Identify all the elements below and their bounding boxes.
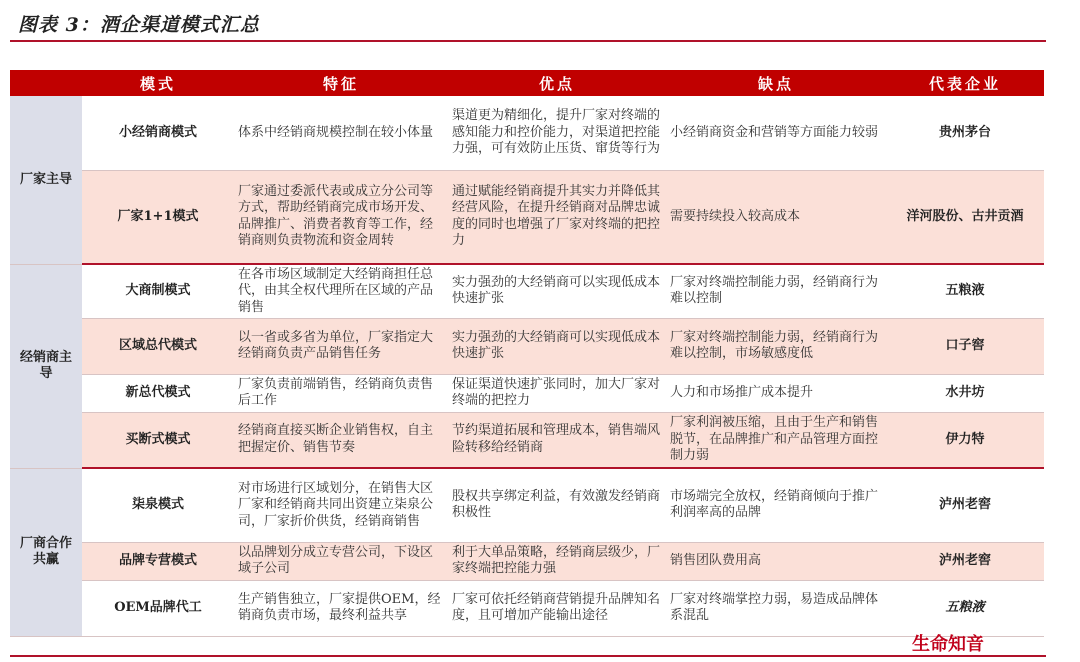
group-label	[10, 264, 82, 468]
table-row	[10, 170, 1044, 264]
corp-cell: 泸州老窖	[886, 468, 1044, 542]
feature-cell: 在各市场区域制定大经销商担任总代，由其全权代理所在区域的产品销售	[234, 264, 448, 318]
cons-cell: 小经销商资金和营销等方面能力较弱	[666, 96, 886, 170]
channel-mode-table	[10, 70, 1044, 637]
mode-cell: 厂家1+1模式	[82, 170, 234, 264]
group-text: 厂商合作共赢	[19, 535, 72, 567]
pros-cell: 通过赋能经销商提升其实力并降低其经营风险，在提升经销商对品牌忠诚度的同时也增强了厂家对终端的把控力	[448, 170, 666, 264]
table-row	[10, 468, 1044, 542]
feature-cell: 厂家负责前端销售，经销商负责售后工作	[234, 374, 448, 412]
header-group	[10, 70, 82, 96]
corp-cell: 水井坊	[886, 374, 1044, 412]
pros-cell: 保证渠道快速扩张同时，加大厂家对终端的把控力	[448, 374, 666, 412]
bottom-rule	[10, 655, 1046, 657]
pros-cell: 实力强劲的大经销商可以实现低成本快速扩张	[448, 264, 666, 318]
feature-cell: 对市场进行区域划分，在销售大区厂家和经销商共同出资建立柒泉公司，厂家折价供货，经销商销售	[234, 468, 448, 542]
feature-cell: 生产销售独立，厂家提供OEM，经销商负责市场，最终利益共享	[234, 580, 448, 636]
corp-cell: 贵州茅台	[886, 96, 1044, 170]
table-row	[10, 96, 1044, 170]
table-row	[10, 542, 1044, 580]
corp-cell: 洋河股份、古井贡酒	[886, 170, 1044, 264]
corp-cell: 口子窖	[886, 318, 1044, 374]
pros-cell: 厂家可依托经销商营销提升品牌知名度，且可增加产能输出途径	[448, 580, 666, 636]
pros-cell: 节约渠道拓展和管理成本，销售端风险转移给经销商	[448, 412, 666, 468]
corp-cell: 伊力特	[886, 412, 1044, 468]
table-row	[10, 412, 1044, 468]
mode-cell: OEM品牌代工	[82, 580, 234, 636]
cons-cell: 厂家利润被压缩，且由于生产和销售脱节，在品牌推广和产品管理方面控制力弱	[666, 412, 886, 468]
group-label	[10, 468, 82, 636]
table-row	[10, 580, 1044, 636]
cons-cell: 厂家对终端控制能力弱，经销商行为难以控制，市场敏感度低	[666, 318, 886, 374]
feature-cell: 以品牌划分成立专营公司，下设区域子公司	[234, 542, 448, 580]
mode-cell: 品牌专营模式	[82, 542, 234, 580]
group-label	[10, 96, 82, 264]
header-cons: 缺点	[666, 70, 886, 96]
feature-cell: 体系中经销商规模控制在较小体量	[234, 96, 448, 170]
header-mode: 模式	[82, 70, 234, 96]
pros-cell: 利于大单品策略，经销商层级少，厂家终端把控能力强	[448, 542, 666, 580]
table-row	[10, 264, 1044, 318]
table-header-row	[10, 70, 1044, 96]
pros-cell: 实力强劲的大经销商可以实现低成本快速扩张	[448, 318, 666, 374]
cons-cell: 需要持续投入较高成本	[666, 170, 886, 264]
mode-cell: 大商制模式	[82, 264, 234, 318]
mode-cell: 柒泉模式	[82, 468, 234, 542]
cons-cell: 人力和市场推广成本提升	[666, 374, 886, 412]
header-feature: 特征	[234, 70, 448, 96]
cons-cell: 市场端完全放权，经销商倾向于推广利润率高的品牌	[666, 468, 886, 542]
feature-cell: 以一省或多省为单位，厂家指定大经销商负责产品销售任务	[234, 318, 448, 374]
table-row	[10, 374, 1044, 412]
title-bar	[10, 8, 1046, 42]
corp-cell: 五粮液	[886, 264, 1044, 318]
header-corp: 代表企业	[886, 70, 1044, 96]
corp-cell: 五粮液	[886, 580, 1044, 636]
mode-cell: 区域总代模式	[82, 318, 234, 374]
table-row	[10, 318, 1044, 374]
pros-cell: 渠道更为精细化，提升厂家对终端的感知能力和控价能力，对渠道把控能力强，可有效防止压货、窜货等行为	[448, 96, 666, 170]
watermark-text: 生命知音	[912, 634, 984, 655]
cons-cell: 厂家对终端控制能力弱，经销商行为难以控制	[666, 264, 886, 318]
page-title: 图表 3：酒企渠道模式汇总	[18, 14, 260, 36]
mode-cell: 买断式模式	[82, 412, 234, 468]
feature-cell: 经销商直接买断企业销售权，自主把握定价、销售节奏	[234, 412, 448, 468]
cons-cell: 厂家对终端掌控力弱，易造成品牌体系混乱	[666, 580, 886, 636]
mode-cell: 新总代模式	[82, 374, 234, 412]
corp-cell: 泸州老窖	[886, 542, 1044, 580]
group-text: 厂家主导	[19, 171, 72, 187]
pros-cell: 股权共享绑定利益，有效激发经销商积极性	[448, 468, 666, 542]
mode-cell: 小经销商模式	[82, 96, 234, 170]
group-text: 经销商主导	[19, 349, 72, 381]
header-pros: 优点	[448, 70, 666, 96]
cons-cell: 销售团队费用高	[666, 542, 886, 580]
feature-cell: 厂家通过委派代表或成立分公司等方式，帮助经销商完成市场开发、品牌推广、消费者教育等工作，经销商则负责物流和资金周转	[234, 170, 448, 264]
